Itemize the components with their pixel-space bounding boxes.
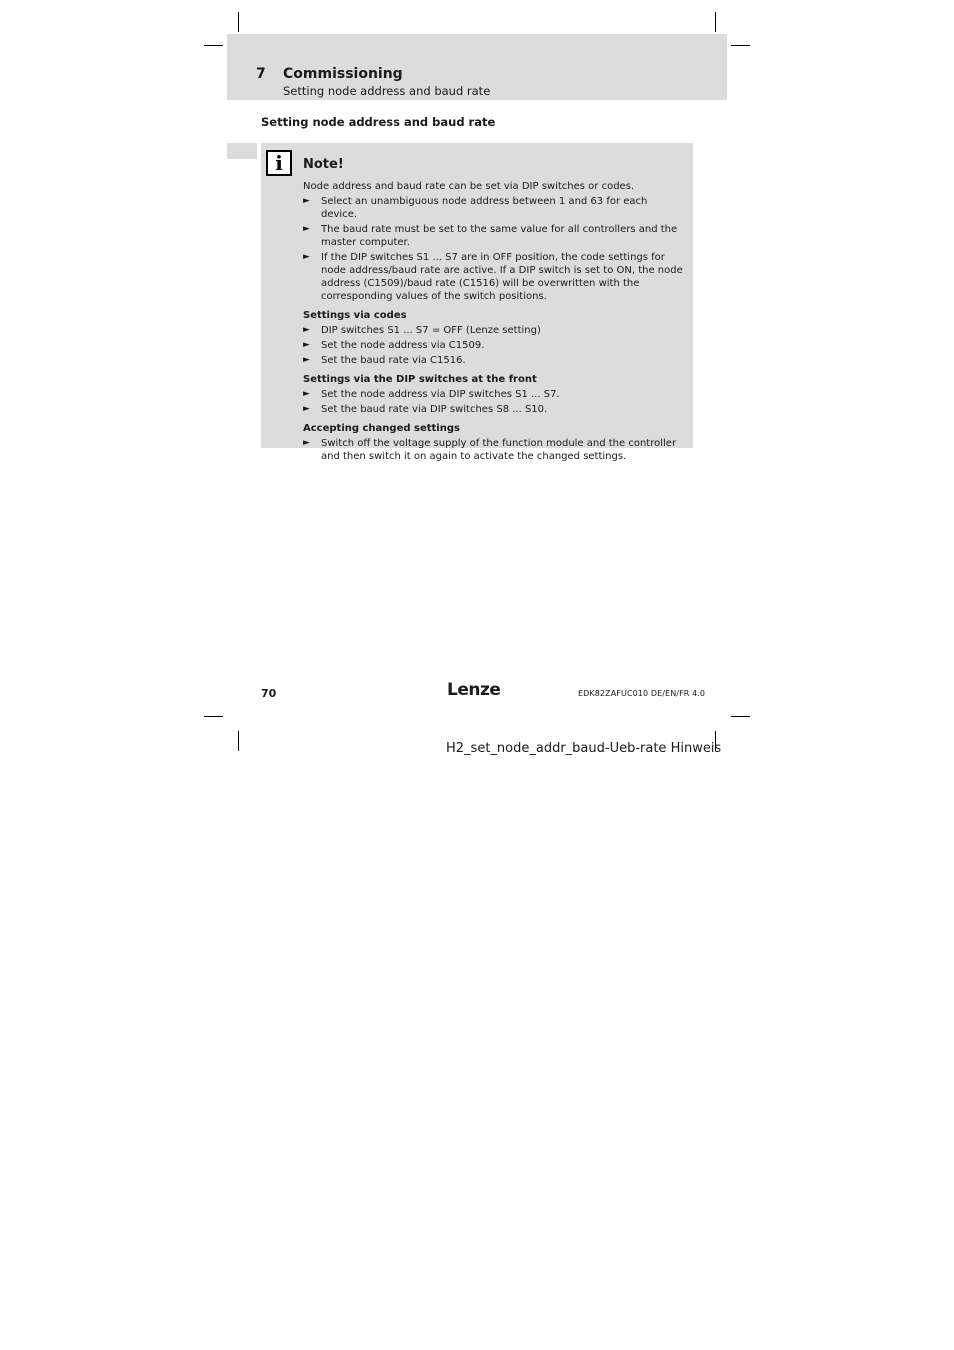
crop-mark	[238, 12, 239, 32]
list-item: ► If the DIP switches S1 ... S7 are in OFF position, the code settings for node address/baud rate are active. If a DIP switch is set to ON, the node address (C1509)/baud rate (C1516) will be overwritten with the corresponding values of the switch positions.	[303, 252, 683, 302]
bullet-arrow-icon: ►	[303, 438, 310, 448]
codes-bullet-list	[303, 324, 685, 367]
lenze-logo: Lenze	[447, 680, 501, 700]
dip-heading: Settings via the DIP switches at the front	[303, 374, 537, 385]
side-tab	[227, 143, 257, 159]
chapter-title: Commissioning	[283, 66, 403, 82]
bullet-arrow-icon: ►	[303, 252, 310, 262]
accept-bullet-list	[303, 437, 685, 463]
list-item: ► Set the node address via C1509.	[303, 340, 485, 351]
chapter-subtitle: Setting node address and baud rate	[283, 84, 491, 98]
codes-heading: Settings via codes	[303, 310, 407, 321]
list-item: ► Switch off the voltage supply of the function module and the controller and then switch it on again to activate the changed settings.	[303, 438, 677, 462]
bullet-arrow-icon: ►	[303, 196, 310, 206]
crop-mark	[731, 716, 750, 717]
note-body	[303, 180, 685, 465]
note-bullet-list	[303, 195, 685, 303]
list-item: ► Set the node address via DIP switches S1 ... S7.	[303, 389, 560, 400]
crop-mark	[731, 45, 750, 46]
note-title: Note!	[303, 157, 344, 172]
page-number: 70	[261, 687, 277, 700]
list-item: ► Set the baud rate via DIP switches S8 ... S10.	[303, 404, 548, 415]
accept-heading: Accepting changed settings	[303, 423, 460, 434]
section-title: Setting node address and baud rate	[261, 115, 496, 129]
crop-mark	[715, 12, 716, 32]
list-item: ► DIP switches S1 ... S7 = OFF (Lenze setting)	[303, 325, 541, 336]
crop-mark	[238, 731, 239, 751]
footer-label: H2_set_node_addr_baud-Ueb-rate Hinweis	[446, 741, 722, 756]
document-code: EDK82ZAFUC010 DE/EN/FR 4.0	[578, 689, 706, 698]
bullet-arrow-icon: ►	[303, 325, 310, 335]
crop-mark	[204, 716, 223, 717]
chapter-number: 7	[256, 66, 266, 82]
info-icon: i	[266, 150, 292, 176]
bullet-arrow-icon: ►	[303, 224, 310, 234]
crop-mark	[204, 45, 223, 46]
bullet-arrow-icon: ►	[303, 355, 310, 365]
list-item: ► The baud rate must be set to the same value for all controllers and the master computer.	[303, 224, 678, 248]
list-item: ► Set the baud rate via C1516.	[303, 355, 466, 366]
bullet-arrow-icon: ►	[303, 340, 310, 350]
dip-bullet-list	[303, 388, 685, 416]
bullet-arrow-icon: ►	[303, 404, 310, 414]
list-item: ► Select an unambiguous node address between 1 and 63 for each device.	[303, 196, 648, 220]
note-intro: Node address and baud rate can be set via DIP switches or codes.	[303, 181, 635, 192]
bullet-arrow-icon: ►	[303, 389, 310, 399]
